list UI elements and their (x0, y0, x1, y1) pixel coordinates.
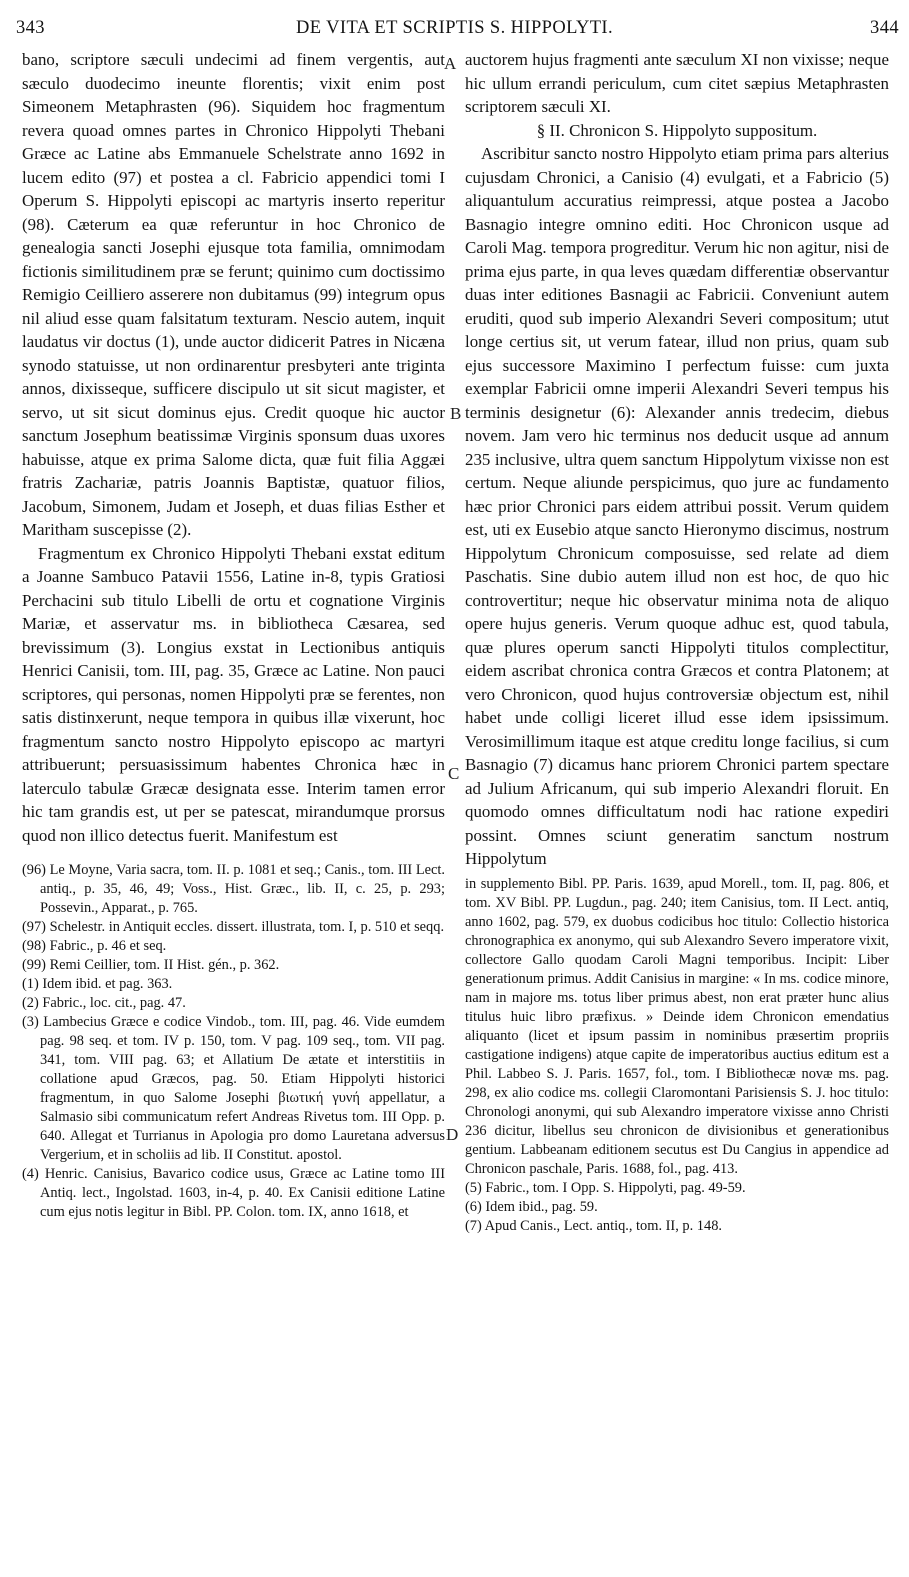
footnote: (5) Fabric., tom. I Opp. S. Hippolyti, pag. 49-59. (465, 1179, 746, 1196)
left-body-text (22, 48, 445, 847)
body-paragraph: bano, scriptore sæculi undecimi ad finem vergentis, aut sæculo duodecimo ineunte florentis; vixit enim post Simeonem Metaphrasten (96). Siquidem hoc fragmentum revera quoad omnes partes in Chronico Hippolyti Thebani Græce ac Latine abs Emmanuele Schelstrate anno 1692 in lucem edito (97) et postea a cl. Fabricio appendici tomi I Operum S. Hippolyti episcopi ac martyris inserto reperitur (98). Cæterum ea quæ referuntur in hoc Chronico de genealogia sancti Josephi ejusque tota familia, omnimodam fictionis similitudinem præ se ferunt; quinimo cum doctissimo Remigio Ceilliero asserere non dubitamus (99) integrum opus nil aliud esse quam falsitatum texturam. Nescio autem, inquit laudatus vir doctus (1), unde auctor didicerit Patres in Nicæna synodo statuisse, ut non ordinarentur presbyteri ante triginta annos, dixisseque, sufficere discipulo ut sit sicut magister, et servo, ut sit sicut dominus ejus. Credit quoque hic auctor sanctum Josephum beatissimæ Virginis sponsum duas uxores habuisse, atque ex prima Salome dicta, quæ fuit filia Aggæi fratris Zachariæ, patris Joannis Baptistæ, quatuor filios, Jacobum, Simonem, Judam et Joseph, et duas filias Esther et Maritham suscepisse (2). (22, 50, 445, 539)
footnote: (3) Lambecius Græce e codice Vindob., tom. III, pag. 46. Vide eumdem pag. 98 seq. et tom. IV p. 150, tom. V pag. 109 seq., tom. VII pag. 341, tom. VIII pag. 63; et Allatium De ætate et interstitiis in collatione apud Græcos, pag. 50. Etiam Hippolyti historici fragmentum, in quo Salome Josephi βιωτική γυνή appellatur, a Salmasio sibi communicatum refert Andreas Rivetus tom. III Opp. p. 640. Allegat et Turrianus in Apologia pro domo Lauretana adversus Vergerium, et in scholiis ad lib. II Constitut. apostol. (22, 1014, 445, 1163)
left-footnotes (22, 861, 445, 1222)
margin-letter-d: D (446, 1125, 459, 1144)
running-title: DE VITA ET SCRIPTIS S. HIPPOLYTI. (295, 18, 614, 38)
right-column (465, 48, 889, 1236)
body-paragraph: Fragmentum ex Chronico Hippolyti Thebani exstat editum a Joanne Sambuco Patavii 1556, Latine in-8, typis Gratiosi Perchacini sub titulo Libelli de ortu et cognatione Virginis Mariæ, et asservatur ms. in bibliotheca Cæsarea, sed brevissimum (3). Longius exstat in Lectionibus antiquis Henrici Canisii, tom. III, pag. 35, Græce ac Latine. Non pauci scriptores, qui personas, nomen Hippolyti præ se ferentes, non satis distinxerunt, neque tempora in quibus illæ vixerunt, hoc fragmentum sancto nostro Hippolyto episcopo ac martyri attribuerunt; persuasissimum habentes Chronica hæc in laterculo tabulæ Græcæ designata esse. Interim tamen error hic tam grandis est, ut per se patescat, mirandumque prorsus quod non illico detectus fuerit. Manifestum est (22, 543, 445, 845)
footnote: (4) Henric. Canisius, Bavarico codice usus, Græce ac Latine tomo III Antiq. lect., Ingolstad. 1603, in-4, p. 40. Ex Canisii editione Latine cum ejus notis legitur in Bibl. PP. Colon. tom. IX, anno 1618, et (22, 1166, 445, 1220)
page-number-right: 344 (870, 18, 899, 38)
footnote: (2) Fabric., loc. cit., pag. 47. (22, 995, 186, 1011)
running-header (0, 10, 909, 40)
body-paragraph: auctorem hujus fragmenti ante sæculum XI non vixisse; neque hic ullum errandi periculum, cum citet sæpius Metaphrasten scriptorem sæculi XI. (465, 50, 889, 116)
right-footnotes (465, 875, 889, 1236)
footnote: (98) Fabric., p. 46 et seq. (22, 938, 167, 954)
footnote: (97) Schelestr. in Antiquit eccles. dissert. illustrata, tom. I, p. 510 et seqq. (22, 919, 445, 935)
footnote: (96) Le Moyne, Varia sacra, tom. II. p. 1081 et seq.; Canis., tom. III Lect. antiq., p. 35, 46, 49; Voss., Hist. Græc., lib. II, c. 25, p. 293; Possevin., Apparat., p. 765. (22, 862, 445, 916)
margin-letter-b: B (450, 404, 462, 423)
right-body-text (465, 48, 889, 871)
body-paragraph: Ascribitur sancto nostro Hippolyto etiam prima pars alterius cujusdam Chronici, a Canisio (4) evulgati, et a Fabricio (5) aliquantulum accuratius reimpressi, atque postea a Jacobo Basnagio integre omnino editi. Hoc Chronicon usque ad Caroli Mag. tempora progreditur. Verum hic non agitur, nisi de prima ejus parte, in qua leves quædam differentiæ observantur duas inter editiones Basnagii ac Fabricii. Conveniunt autem eruditi, quod sub imperio Alexandri Severi compositum; utut longe certius sit, ut verum fatear, illud non prius, quam sub ejus successore Maximino I perfectum fuisse: cum juxta exemplar Fabricii omne imperii Alexandri Severi tempus his terminis designetur (6): Alexander annis tredecim, diebus novem. Jam vero hic terminus nos deducit usque ad annum 235 inclusive, ultra quem sanctum Hippolytum vixisse non est certum. Neque aliunde perspicimus, quo jure ac fundamento hæc prior Chronici pars eidem attribui possit. Verum quidem est, uti ex Eusebio atque sancto Hieronymo discimus, nostrum Hippolytum Chronicum composuisse, sed relate ad diem Paschatis. Sine dubio autem illud non est hoc, de quo hic controvertitur; neque hic observatur minima nota de aliquo opere hujus generis. Verum quoque adhuc est, quod tabula, quæ plures operum sancti Hippolyti titulos complectitur, eidem ascribat chronica contra Græcos et contra Platonem; at vero Chronicon, quod hujus controversiæ objectum est, nihil habet unde colligi liceret illud esse idem ipsissimum. Verosimillimum itaque est atque creditu longe facilius, si cum Basnagio (7) dicamus hanc priorem Chronici partem spectare ad Julium Africanum, qui sub imperio Alexandri floruit. En quomodo omnes difficultatum nodi hac ratione expediri possint. Omnes sciunt generatim sanctum nostrum Hippolytum (465, 144, 890, 868)
footnote: (99) Remi Ceillier, tom. II Hist. gén., p. 362. (22, 957, 280, 973)
footnote: (6) Idem ibid., pag. 59. (465, 1198, 598, 1215)
section-heading: § II. Chronicon S. Hippolyto suppositum. (536, 120, 818, 140)
footnote: (7) Apud Canis., Lect. antiq., tom. II, p. 148. (465, 1217, 722, 1234)
page-number-left: 343 (16, 18, 45, 38)
footnote-continuation: in supplemento Bibl. PP. Paris. 1639, apud Morell., tom. II, pag. 806, et tom. XV Bibl. PP. Lugdun., pag. 240; item Canisius, tom. II Lect. antiq, anno 1602, pag. 579, ex duobus codicibus hoc titulo: Collectio historica chronographica ex anonymo, qui sub Alexandro Severo imperatore vixit, collectore Gallo quodam Caroli Magni temporibus. Incipit: Liber generationum primus. Addit Canisius in margine: « In ms. codice minore, nam in majore ms. totus liber primus abest, non erat præter hunc alius titulus huic libro præfixus. » Deinde idem Chronicon emendatius aliquanto (licet et ipsum passim in nominibus præsertim propriis castigatione indigens) atque capite de imperatoribus auctius editum est a Phil. Labbeo S. J. Paris. 1657, fol., tom. I Bibliothecæ novæ ms. pag. 298, ex alio codice ms. collegii Claromontani Parisiensis S. J. hoc titulo: Chronologi anonymi, qui sub Alexandro imperatore vixisse anno Christi 236 dicitur, libellus seu chronicon de divisionibus et generationibus gentium. Labbeanam editionem secutus est Du Cangius in appendice ad Chronicon paschale, Paris. 1688, fol., pag. 413. (465, 875, 889, 1177)
margin-letter-a: A (444, 54, 457, 73)
footnote: (1) Idem ibid. et pag. 363. (22, 976, 173, 992)
left-column (22, 48, 445, 1222)
margin-letter-c: C (448, 764, 460, 783)
